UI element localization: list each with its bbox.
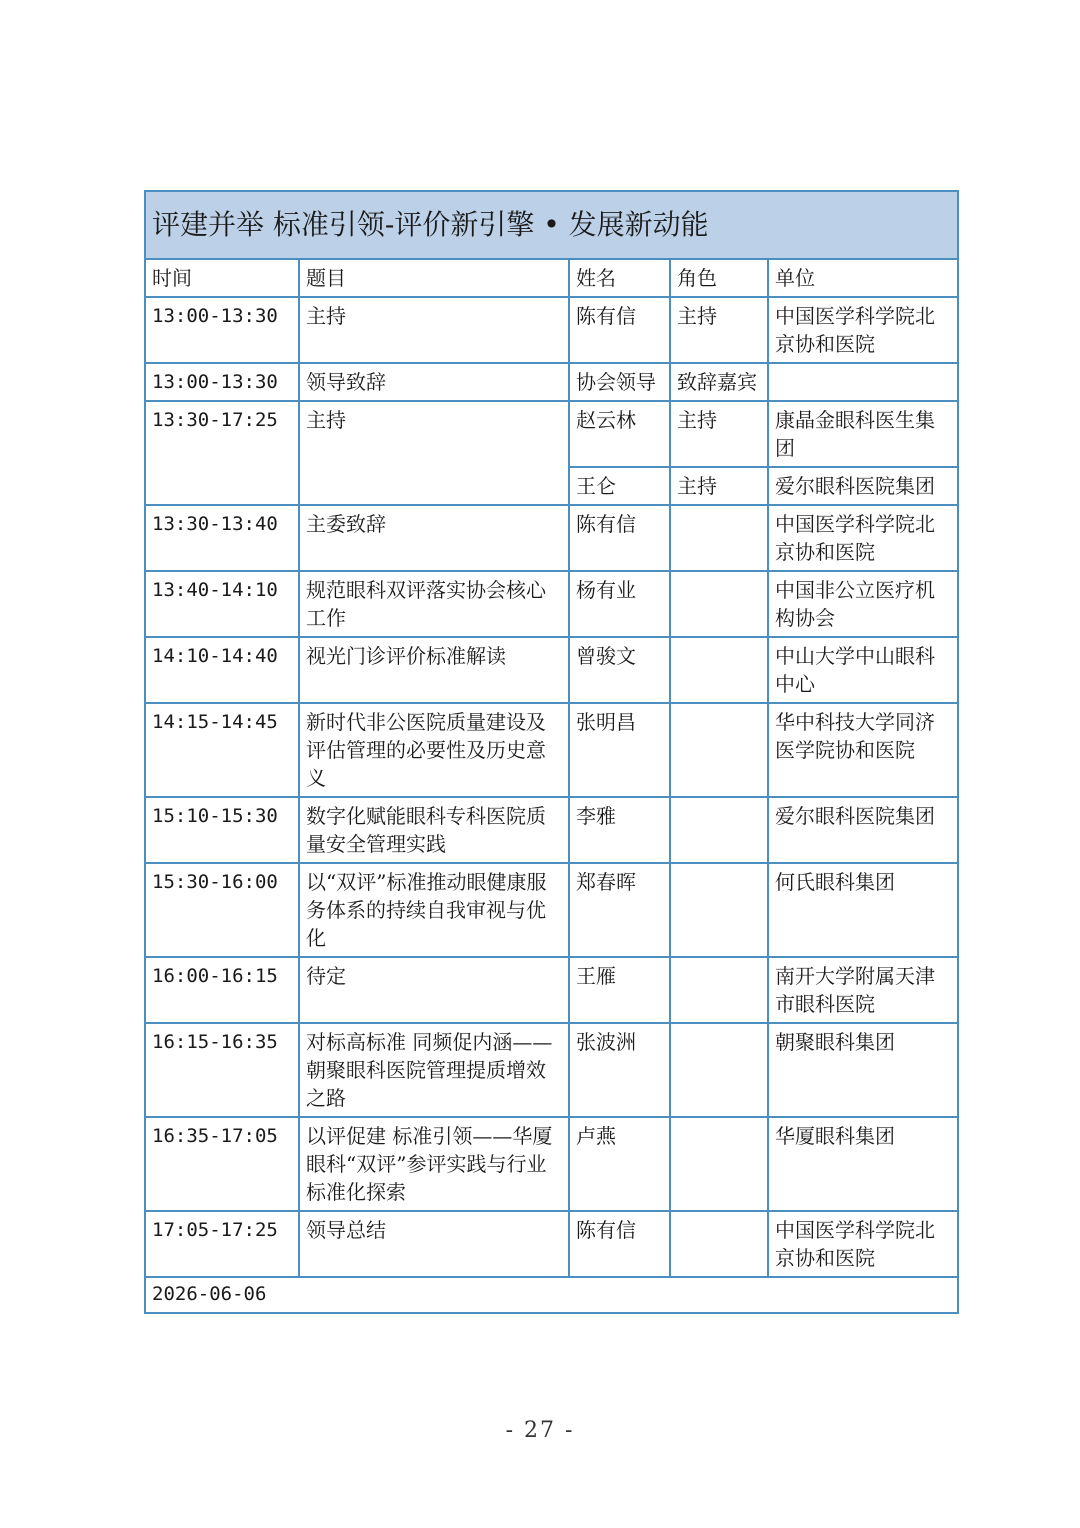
table-row — [145, 363, 958, 401]
cell-org — [768, 363, 958, 401]
cell-time: 14:10-14:40 — [145, 637, 299, 703]
header-row — [145, 259, 958, 297]
cell-org: 南开大学附属天津市眼科医院 — [768, 957, 958, 1023]
cell-name: 王仑 — [569, 467, 670, 505]
table-row — [145, 571, 958, 637]
cell-org: 中国医学科学院北京协和医院 — [768, 1211, 958, 1277]
cell-org: 爱尔眼科医院集团 — [768, 467, 958, 505]
cell-topic: 主持 — [299, 401, 569, 505]
cell-org: 中国医学科学院北京协和医院 — [768, 297, 958, 363]
cell-role — [670, 1117, 768, 1211]
cell-role — [670, 957, 768, 1023]
cell-topic: 视光门诊评价标准解读 — [299, 637, 569, 703]
cell-role: 主持 — [670, 467, 768, 505]
table-row — [145, 297, 958, 363]
table-row — [145, 957, 958, 1023]
cell-name: 曾骏文 — [569, 637, 670, 703]
cell-topic: 领导致辞 — [299, 363, 569, 401]
cell-time: 17:05-17:25 — [145, 1211, 299, 1277]
cell-role — [670, 1023, 768, 1117]
table-row — [145, 1117, 958, 1211]
cell-role — [670, 797, 768, 863]
cell-name: 李雅 — [569, 797, 670, 863]
cell-org: 中国非公立医疗机构协会 — [768, 571, 958, 637]
cell-topic: 对标高标准 同频促内涵——朝聚眼科医院管理提质增效之路 — [299, 1023, 569, 1117]
cell-org: 华中科技大学同济医学院协和医院 — [768, 703, 958, 797]
header-org: 单位 — [768, 259, 958, 297]
table-row — [145, 1211, 958, 1277]
cell-topic: 待定 — [299, 957, 569, 1023]
cell-topic: 以“双评”标准推动眼健康服务体系的持续自我审视与优化 — [299, 863, 569, 957]
cell-org: 何氏眼科集团 — [768, 863, 958, 957]
cell-org: 华厦眼科集团 — [768, 1117, 958, 1211]
cell-topic: 新时代非公医院质量建设及评估管理的必要性及历史意义 — [299, 703, 569, 797]
cell-time: 16:00-16:15 — [145, 957, 299, 1023]
cell-name: 王雁 — [569, 957, 670, 1023]
cell-role — [670, 1211, 768, 1277]
table-row — [145, 1023, 958, 1117]
table-row — [145, 863, 958, 957]
table-row — [145, 401, 958, 467]
cell-time: 14:15-14:45 — [145, 703, 299, 797]
cell-time: 15:10-15:30 — [145, 797, 299, 863]
cell-org: 康晶金眼科医生集团 — [768, 401, 958, 467]
cell-name: 陈有信 — [569, 1211, 670, 1277]
table-row — [145, 703, 958, 797]
cell-name: 杨有业 — [569, 571, 670, 637]
page-number: - 27 - — [505, 1418, 575, 1443]
header-name: 姓名 — [569, 259, 670, 297]
cell-role: 主持 — [670, 297, 768, 363]
cell-topic: 规范眼科双评落实协会核心工作 — [299, 571, 569, 637]
cell-role — [670, 571, 768, 637]
cell-topic: 数字化赋能眼科专科医院质量安全管理实践 — [299, 797, 569, 863]
cell-role: 致辞嘉宾 — [670, 363, 768, 401]
cell-role: 主持 — [670, 401, 768, 467]
cell-org: 中国医学科学院北京协和医院 — [768, 505, 958, 571]
cell-time: 13:40-14:10 — [145, 571, 299, 637]
cell-time: 16:35-17:05 — [145, 1117, 299, 1211]
cell-time: 13:00-13:30 — [145, 297, 299, 363]
agenda-table — [144, 190, 959, 1314]
cell-org: 爱尔眼科医院集团 — [768, 797, 958, 863]
cell-name: 陈有信 — [569, 505, 670, 571]
cell-role — [670, 637, 768, 703]
cell-role — [670, 703, 768, 797]
cell-role — [670, 863, 768, 957]
cell-time: 15:30-16:00 — [145, 863, 299, 957]
table-row — [145, 797, 958, 863]
cell-name: 张波洲 — [569, 1023, 670, 1117]
cell-name: 卢燕 — [569, 1117, 670, 1211]
cell-time: 13:30-17:25 — [145, 401, 299, 505]
footer-date: 2026-06-06 — [145, 1277, 958, 1313]
cell-role — [670, 505, 768, 571]
cell-topic: 主委致辞 — [299, 505, 569, 571]
cell-time: 13:30-13:40 — [145, 505, 299, 571]
title-row — [145, 191, 958, 259]
cell-name: 郑春晖 — [569, 863, 670, 957]
cell-topic: 领导总结 — [299, 1211, 569, 1277]
header-role: 角色 — [670, 259, 768, 297]
cell-topic: 以评促建 标准引领——华厦眼科“双评”参评实践与行业标准化探索 — [299, 1117, 569, 1211]
cell-name: 赵云林 — [569, 401, 670, 467]
header-time: 时间 — [145, 259, 299, 297]
table-title: 评建并举 标准引领-评价新引擎 • 发展新动能 — [145, 191, 958, 259]
cell-org: 中山大学中山眼科中心 — [768, 637, 958, 703]
header-topic: 题目 — [299, 259, 569, 297]
table-row — [145, 505, 958, 571]
cell-name: 协会领导 — [569, 363, 670, 401]
footer-row — [145, 1277, 958, 1313]
cell-name: 张明昌 — [569, 703, 670, 797]
cell-time: 16:15-16:35 — [145, 1023, 299, 1117]
table-row — [145, 637, 958, 703]
cell-time: 13:00-13:30 — [145, 363, 299, 401]
cell-name: 陈有信 — [569, 297, 670, 363]
cell-topic: 主持 — [299, 297, 569, 363]
cell-org: 朝聚眼科集团 — [768, 1023, 958, 1117]
